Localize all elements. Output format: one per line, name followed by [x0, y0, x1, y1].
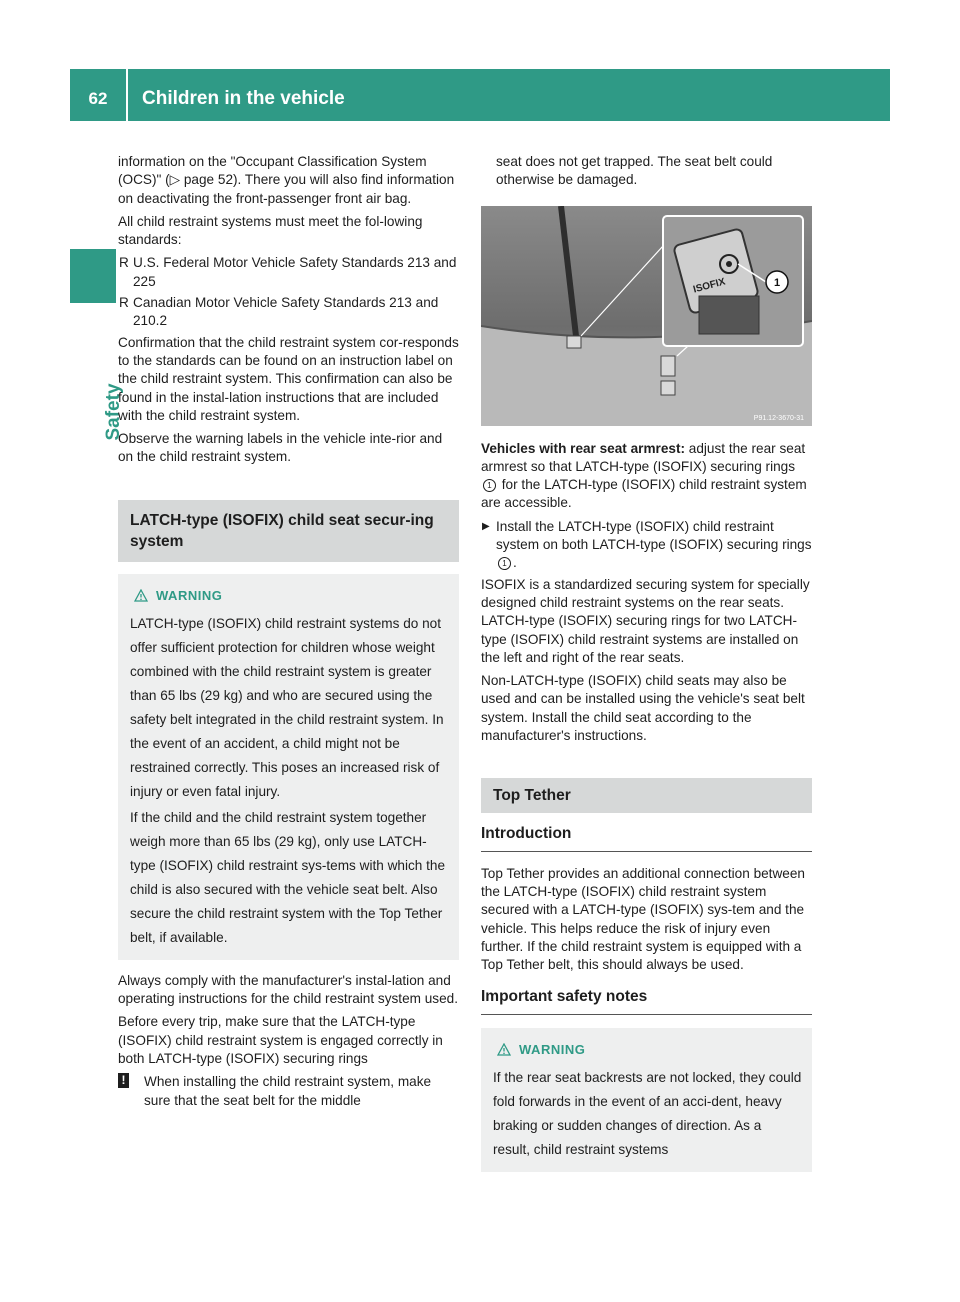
subheading-introduction: Introduction — [481, 825, 812, 851]
section-heading: Top Tether — [481, 778, 812, 813]
list-item — [118, 294, 459, 331]
page-header — [70, 69, 890, 121]
warning-title-text: WARNING — [156, 587, 223, 603]
paragraph: Observe the warning labels in the vehicle inte-rior and on the child restraint system. — [118, 431, 443, 465]
text-run: . — [513, 555, 517, 571]
note-text: When installing the child restraint system, make sure that the seat belt for the middle — [144, 1074, 432, 1108]
callout-1-icon: 1 — [483, 479, 496, 492]
callout-number: 1 — [773, 276, 781, 289]
subheading-safety-notes: Important safety notes — [481, 988, 812, 1014]
right-column — [481, 153, 812, 1172]
paragraph: Non-LATCH-type (ISOFIX) child seats may also be used and can be installed using the vehicle's seat belt system. Install the child seat according to the manufacturer's instructions. — [481, 673, 805, 744]
side-tab-block — [70, 249, 116, 303]
paragraph: Confirmation that the child restraint system cor-responds to the standards can be found on an instruction label on the child restraint system. This confirmation can also be found in the instal-lation instructions that are included with the child restraint system. — [118, 334, 459, 423]
list-item-text: U.S. Federal Motor Vehicle Safety Standards 213 and 225 — [133, 255, 457, 289]
page-number: 62 — [88, 89, 108, 108]
warning-text: If the rear seat backrests are not locked, they could fold forwards in the event of an acci-dent, heavy braking or sudden changes of direction. As a result, child restraint systems — [493, 1069, 802, 1157]
caution-icon: ! — [118, 1073, 129, 1088]
text-run: Install the LATCH-type (ISOFIX) child restraint system on both LATCH-type (ISOFIX) securing rings — [496, 518, 812, 553]
side-tab-label: Safety — [103, 383, 124, 441]
warning-text: LATCH-type (ISOFIX) child restraint systems do not offer sufficient protection for children whose weight combined with the child restraint system is greater than 65 lbs (29 kg) and who are secured using the safety belt integrated in the child restraint system. In the event of an accident, a child might not be restrained correctly. This poses an increased risk of injury or even fatal injury. — [130, 615, 444, 799]
warning-title — [134, 584, 449, 608]
instruction-step — [481, 518, 812, 573]
list-item — [118, 254, 459, 291]
warning-title-text: WARNING — [519, 1041, 586, 1057]
isofix-illustration — [481, 206, 812, 426]
text-run: adjust the rear seat armrest so that LATCH-type (ISOFIX) securing rings — [481, 440, 806, 474]
paragraph: information on the "Occupant Classification System (OCS)" (▷ page 52). There you will also find information on deactivating the front-passenger front air bag. — [118, 154, 455, 206]
warning-box — [481, 1028, 812, 1172]
note — [118, 1073, 459, 1110]
bullet-marker-icon: R — [119, 295, 129, 311]
header-divider — [126, 69, 128, 121]
isofix-photo — [481, 206, 812, 426]
bullet-marker-icon: R — [119, 255, 129, 271]
paragraph: seat does not get trapped. The seat belt could otherwise be damaged. — [496, 154, 773, 188]
warning-title — [497, 1038, 802, 1062]
image-code: P91.12-3670-31 — [753, 414, 804, 422]
left-column — [118, 153, 459, 1113]
isofix-label: ISOFIX — [692, 275, 727, 296]
paragraph: Always comply with the manufacturer's instal-lation and operating instructions for the child restraint system used. — [118, 972, 459, 1007]
paragraph: ISOFIX is a standardized securing system for specially designed child restraint systems on the rear seats. LATCH-type (ISOFIX) securing rings for two LATCH-type (ISOFIX) child restraint systems are installed on the left and right of the rear seats. — [481, 576, 810, 665]
text-run: for the LATCH-type (ISOFIX) child restraint system are accessible. — [481, 477, 807, 511]
warning-text: If the child and the child restraint system together weigh more than 65 lbs (29 kg), only use LATCH-type (ISOFIX) child restraint sys-tems with which the child is also secured with the vehicle seat belt. Also secure the child restraint system with the Top Tether belt, if available. — [130, 809, 446, 945]
list-item-text: Canadian Motor Vehicle Safety Standards 213 and 210.2 — [133, 295, 439, 329]
warning-icon — [134, 589, 148, 602]
paragraph — [481, 440, 812, 513]
chapter-title: Children in the vehicle — [142, 88, 345, 109]
section-heading: LATCH-type (ISOFIX) child seat secur-ing system — [118, 500, 459, 562]
callout-1-icon: 1 — [498, 557, 511, 570]
step-arrow-icon: ▶ — [482, 520, 490, 532]
paragraph: Top Tether provides an additional connection between the LATCH-type (ISOFIX) child restraint system secured with a LATCH-type (ISOFIX) sys-tem and the vehicle. This helps reduce the risk of injury even further. If the child restraint system is equipped with a Top Tether belt, this should always be used. — [481, 865, 805, 973]
paragraph: Before every trip, make sure that the LATCH-type (ISOFIX) child restraint system is engaged correctly in both LATCH-type (ISOFIX) securing rings — [118, 1014, 443, 1066]
warning-box — [118, 574, 459, 960]
warning-icon — [497, 1043, 511, 1056]
paragraph: All child restraint systems must meet the fol-lowing standards: — [118, 213, 423, 248]
bold-lead: Vehicles with rear seat armrest: — [481, 440, 686, 456]
